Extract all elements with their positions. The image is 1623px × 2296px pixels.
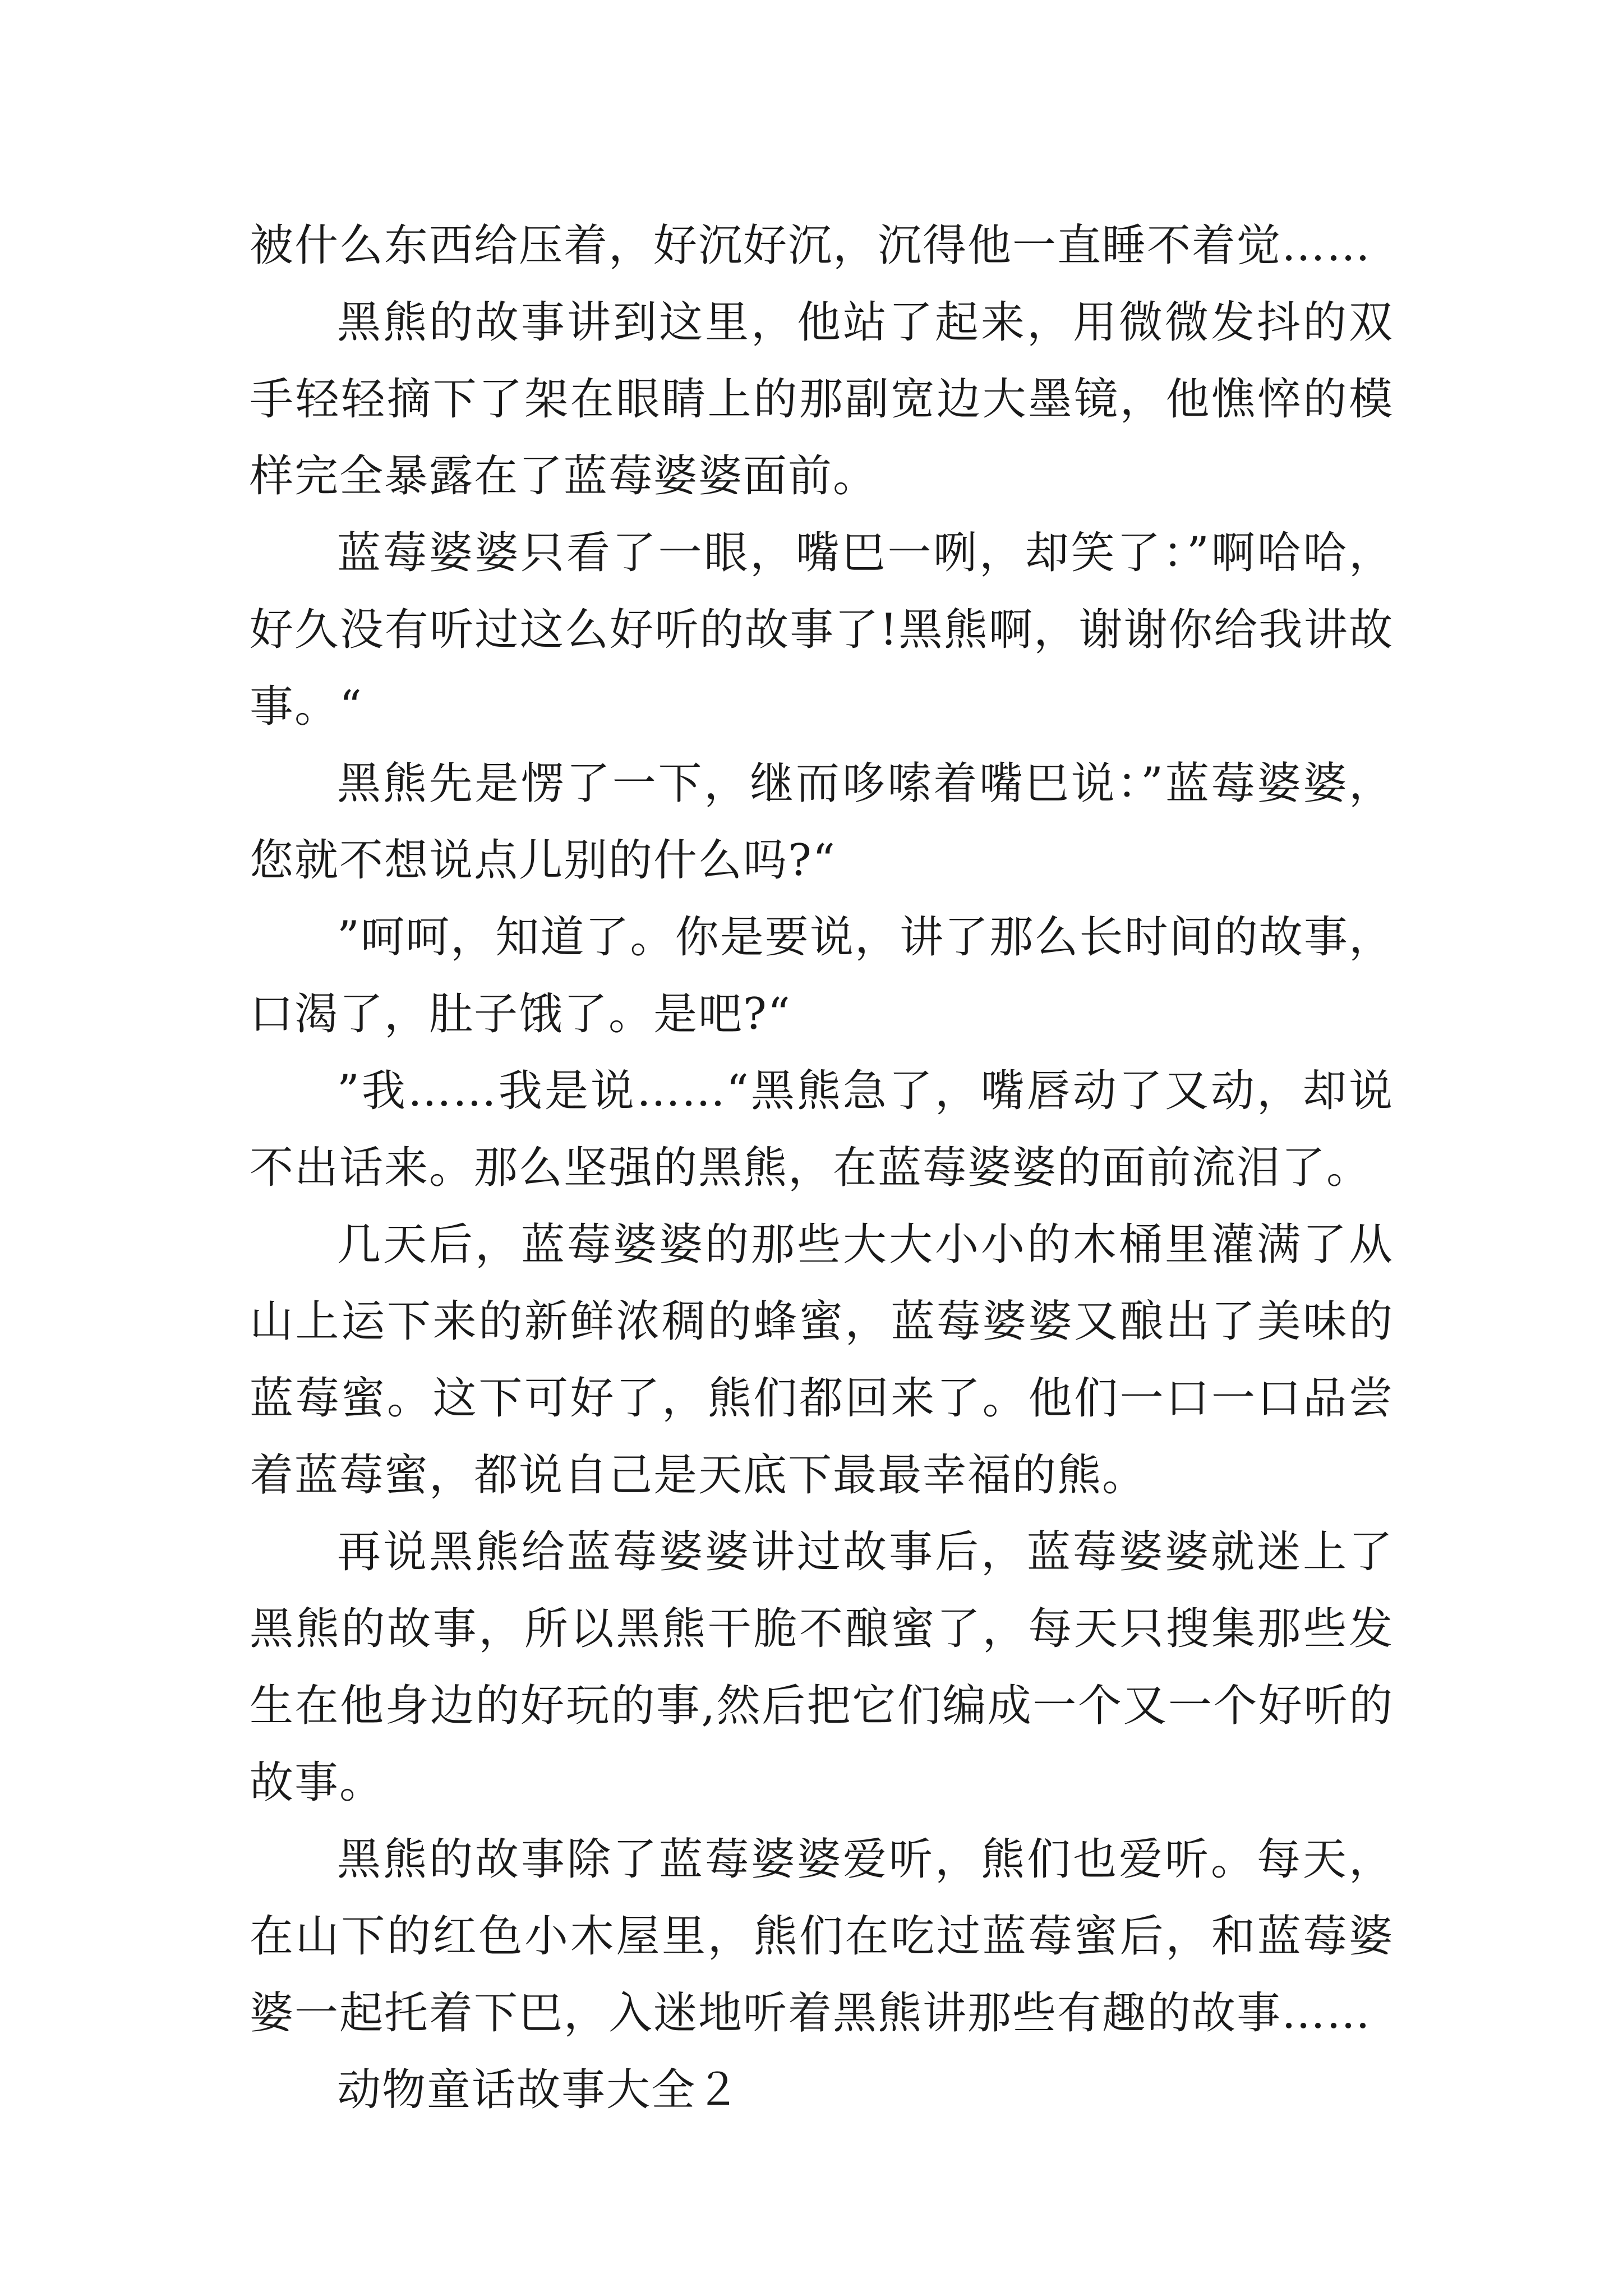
paragraph: 黑熊的故事讲到这里，他站了起来，用微微发抖的双手轻轻摘下了架在眼睛上的那副宽边大墨镜，他憔悴的模样完全暴露在了蓝莓婆婆面前。 xyxy=(250,297,1394,501)
paragraph: ”呵呵，知道了。你是要说，讲了那么长时间的故事，口渴了，肚子饿了。是吧?“ xyxy=(250,912,1394,1039)
paragraph: 黑熊先是愣了一下，继而哆嗦着嘴巴说：”蓝莓婆婆，您就不想说点儿别的什么吗?“ xyxy=(250,758,1394,886)
paragraph: ”我……我是说……“黑熊急了，嘴唇动了又动，却说不出话来。那么坚强的黑熊，在蓝莓婆婆的面前流泪了。 xyxy=(250,1066,1394,1193)
section-heading: 动物童话故事大全２ xyxy=(337,2065,741,2115)
paragraph-continued: 被什么东西给压着，好沉好沉，沉得他一直睡不着觉…… xyxy=(250,220,1372,271)
story-text xyxy=(250,208,1394,2129)
paragraph: 黑熊的故事除了蓝莓婆婆爱听，熊们也爱听。每天，在山下的红色小木屋里，熊们在吃过蓝莓蜜后，和蓝莓婆婆一起托着下巴，入迷地听着黑熊讲那些有趣的故事…… xyxy=(250,1834,1394,2039)
paragraph: 再说黑熊给蓝莓婆婆讲过故事后，蓝莓婆婆就迷上了黑熊的故事，所以黑熊干脆不酿蜜了，每天只搜集那些发生在他身边的好玩的事,然后把它们编成一个又一个好听的故事。 xyxy=(250,1527,1394,1808)
paragraph: 蓝莓婆婆只看了一眼，嘴巴一咧，却笑了：”啊哈哈，好久没有听过这么好听的故事了!黑熊啊，谢谢你给我讲故事。“ xyxy=(250,528,1394,732)
paragraph: 几天后，蓝莓婆婆的那些大大小小的木桶里灌满了从山上运下来的新鲜浓稠的蜂蜜，蓝莓婆婆又酿出了美味的蓝莓蜜。这下可好了，熊们都回来了。他们一口一口品尝着蓝莓蜜，都说自己是天底下最最幸福的熊。 xyxy=(250,1220,1394,1501)
